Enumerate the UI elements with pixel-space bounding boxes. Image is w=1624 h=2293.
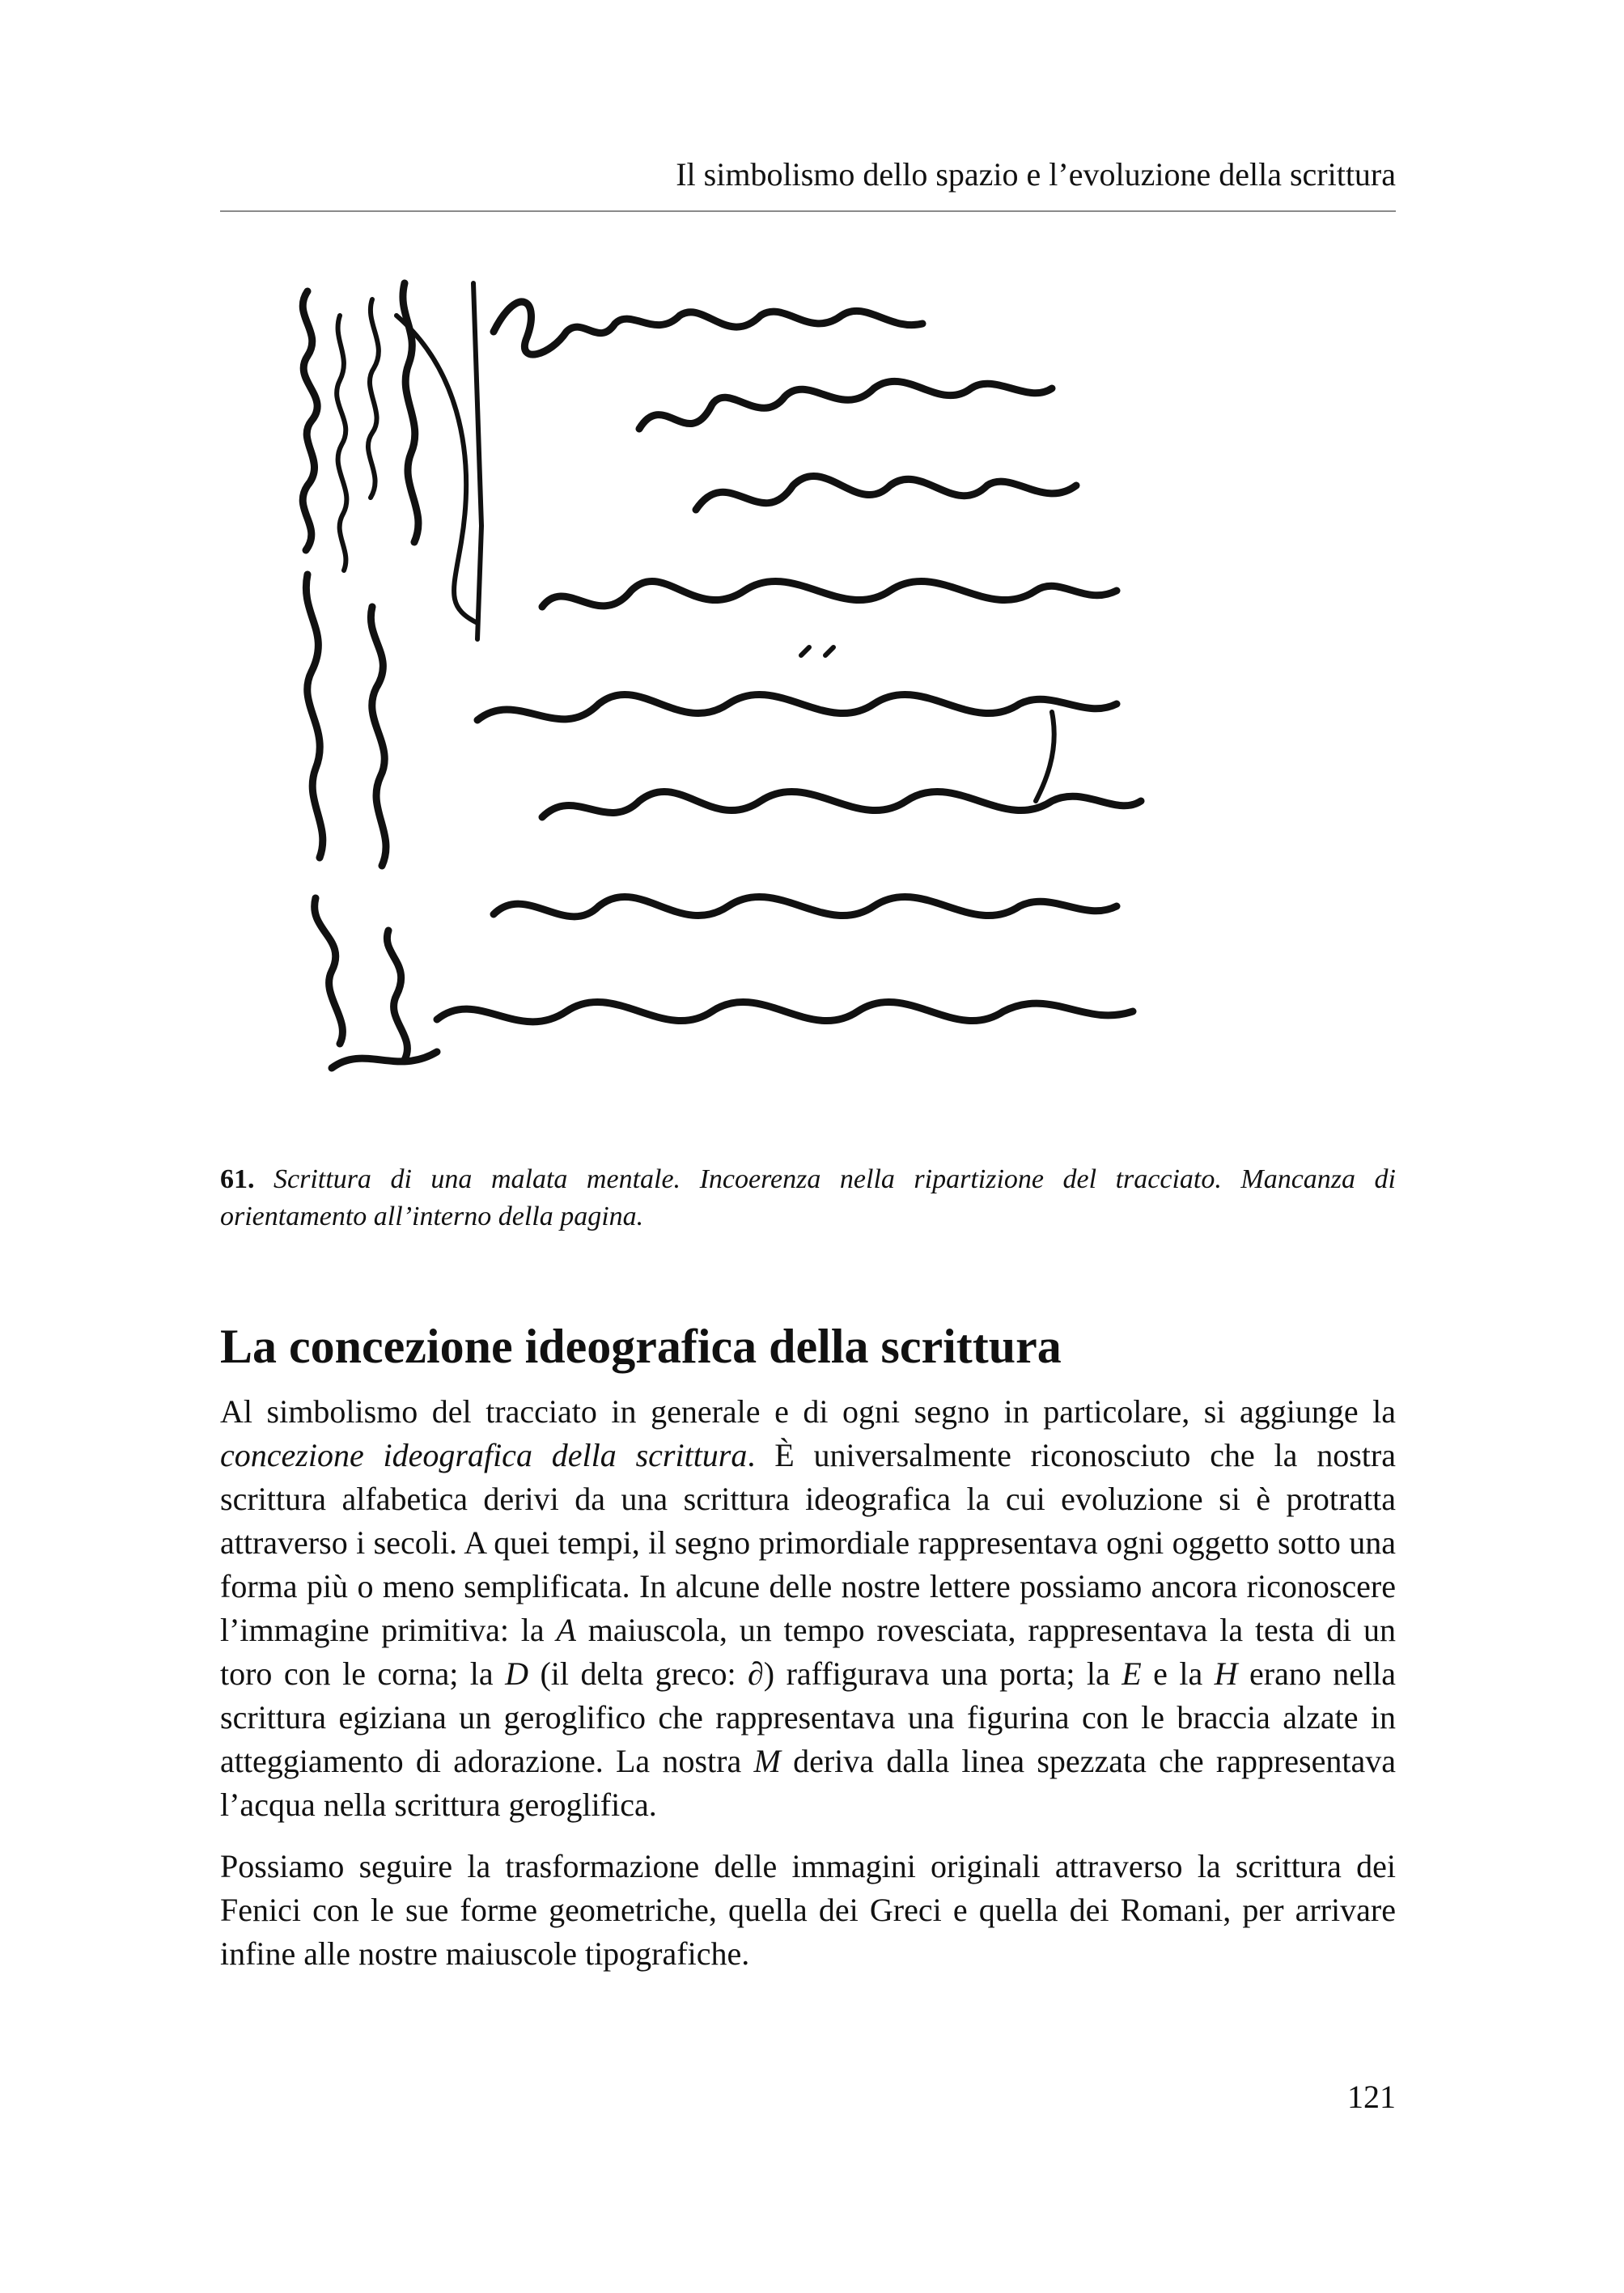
page-number: 121 <box>1347 2079 1396 2115</box>
handwritten-letter-image <box>275 267 1343 1125</box>
emphasis: concezione ideografica della scrittura <box>220 1437 748 1473</box>
emphasis: E <box>1122 1655 1142 1692</box>
caption-text: Scrittura di una malata mentale. Incoerenza nella ripartizione del tracciato. Mancanza di orientamento all’interno della pagina. <box>220 1164 1396 1231</box>
margin-vertical-scribbles <box>303 283 437 1068</box>
paragraph-1 <box>220 1390 1396 1827</box>
text-run: deriva dalla linea spezzata che rappresentava l’acqua nella scrittura geroglifica. <box>220 1743 1396 1823</box>
section-title: La concezione ideografica della scrittura <box>220 1320 1062 1373</box>
text-run: erano nella scrittura egiziana un geroglifico che rappresentava una figurina con le braccia alzate in atteggiamento di adorazione. La nostra <box>220 1655 1397 1779</box>
handwriting-illustration <box>275 267 1343 1125</box>
vertical-stroke <box>473 283 481 639</box>
emphasis: H <box>1214 1655 1238 1692</box>
handwriting-lines <box>437 302 1141 1022</box>
running-head: Il simbolismo dello spazio e l’evoluzione della scrittura <box>676 156 1396 193</box>
text-run: . È universalmente riconosciuto che la nostra scrittura alfabetica derivi da una scrittura ideografica la cui evoluzione si è protratta attraverso i secoli. A quei tempi, il segno primordiale rappresentava ogni oggetto sotto una forma più o meno semplificata. In alcune delle nostre lettere possiamo ancora riconoscere l’immagine primitiva: la <box>220 1437 1396 1648</box>
header-rule <box>220 210 1396 212</box>
figure-caption <box>220 1161 1396 1236</box>
figure-number: 61. <box>220 1164 255 1194</box>
emphasis: D <box>505 1655 529 1692</box>
body-text <box>220 1390 1396 1994</box>
text-run: (il delta greco: ∂) raffigurava una porta; la <box>528 1655 1122 1692</box>
text-run: Al simbolismo del tracciato in generale e di ogni segno in particolare, si aggiunge la <box>220 1393 1396 1430</box>
paragraph-2: Possiamo seguire la trasformazione delle immagini originali attraverso la scrittura dei Fenici con le sue forme geometriche, quella dei Greci e quella dei Romani, per arrivare infine alle nostre maiuscole tipografiche. <box>220 1848 1396 1972</box>
emphasis: M <box>753 1743 781 1779</box>
emphasis: A <box>556 1612 576 1648</box>
text-run: maiuscola, un tempo rovesciata, rappresentava la testa di un toro con le corna; la <box>220 1612 1397 1692</box>
text-run: e la <box>1141 1655 1215 1692</box>
